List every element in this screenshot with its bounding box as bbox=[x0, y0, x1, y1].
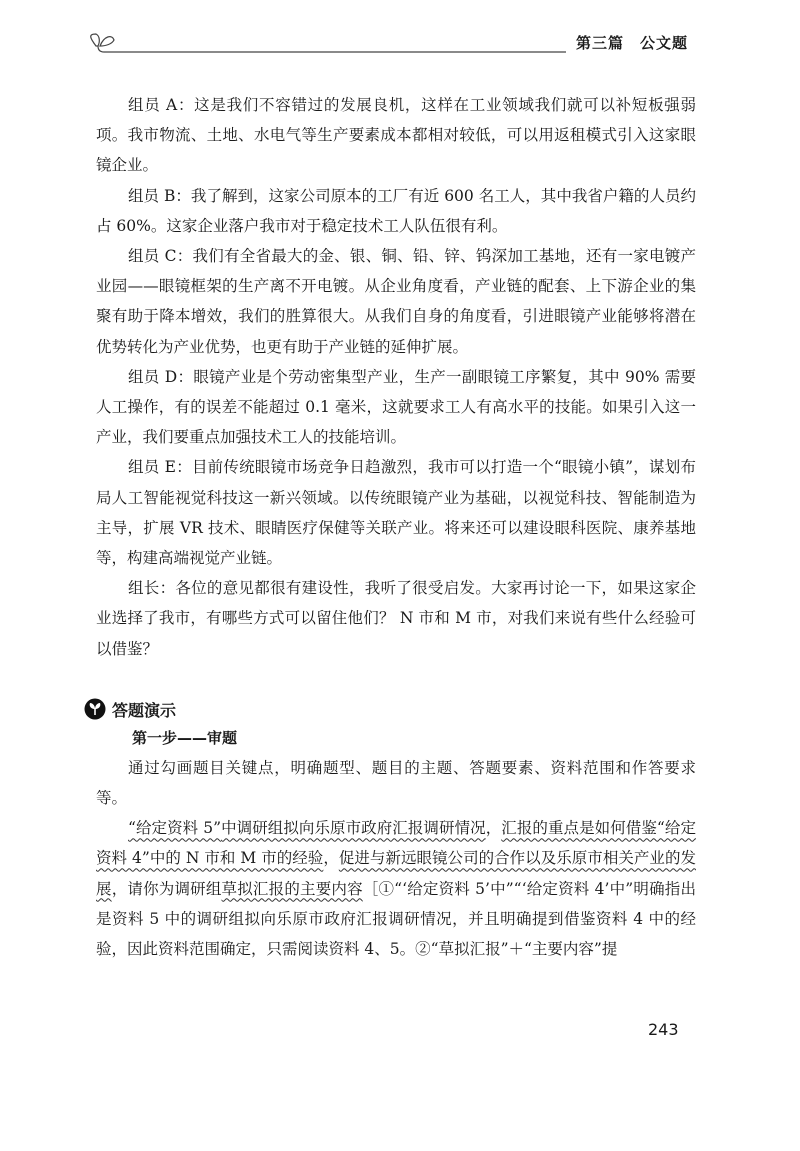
underlined-phrase: 促进与新远眼镜公司的合作以及乐原市相关产业的发展 bbox=[96, 849, 696, 898]
chapter-title: 第三篇 公文题 bbox=[568, 32, 688, 53]
step-heading: 第一步——审题 bbox=[132, 728, 238, 747]
section-heading bbox=[84, 698, 696, 721]
underlined-phrase: 中调研组拟向乐原市政府汇报调研情况 bbox=[221, 819, 486, 838]
paragraph-member-d: 组员 D：眼镜产业是个劳动密集型产业，生产一副眼镜工序繁复，其中 90% 需要人工操作，有的误差不能超过 0.1 毫米，这就要求工人有高水平的技能。如果引入这一产业，我们要重点加强技术工人的技能培训。 bbox=[96, 367, 696, 447]
analysis-text: ， bbox=[323, 849, 339, 868]
page-header bbox=[86, 28, 694, 58]
paragraph-member-e: 组员 E：目前传统眼镜市场竞争日趋激烈，我市可以打造一个“眼镜小镇”，谋划布局人工智能视觉科技这一新兴领域。以传统眼镜产业为基础，以视觉科技、智能制造为主导，扩展 VR 技术、眼睛医疗保健等关联产业。将来还可以建设眼科医院、康养基地等，构建高端视觉产业链。 bbox=[96, 458, 696, 568]
analysis-text: ，请你为调研组 bbox=[111, 879, 222, 898]
paragraph-leader: 组长：各位的意见都很有建设性，我听了很受启发。大家再讨论一下，如果这家企业选择了我市，有哪些方式可以留住他们？ N 市和 M 市，对我们来说有些什么经验可以借鉴？ bbox=[96, 579, 696, 658]
paragraph-intro: 通过勾画题目关键点，明确题型、题目的主题、答题要素、资料范围和作答要求等。 bbox=[96, 758, 696, 808]
paragraph-member-b: 组员 B：我了解到，这家公司原本的工厂有近 600 名工人，其中我省户籍的人员约占 60%。这家企业落户我市对于稳定技术工人队伍很有利。 bbox=[96, 186, 696, 235]
analysis-text: ［①“‘给定资料 5’中”“‘给定资料 4’中”明确指出是资料 5 中的调研组拟向乐原市政府汇报调研情况，并且明确提到借鉴资料 4 中的经验，因此资料范围确定，只需阅读资料 4、5。②“草拟汇报”＋“主要内容”提 bbox=[96, 879, 696, 959]
underlined-phrase: “给定资料 5” bbox=[128, 819, 222, 838]
underlined-phrase: 草拟汇报的主要内容 bbox=[221, 879, 363, 898]
underlined-phrase: 汇报的重点是如何借鉴“给定资料 4”中的 N 市和 M 市的经验 bbox=[96, 819, 696, 868]
paragraph-analysis bbox=[96, 813, 696, 964]
paragraph-member-a: 组员 A：这是我们不容错过的发展良机，这样在工业领域我们就可以补短板强弱项。我市物流、土地、水电气等生产要素成本都相对较低，可以用返租模式引入这家眼镜企业。 bbox=[96, 96, 696, 175]
page-number: 243 bbox=[648, 1020, 679, 1039]
analysis-text: ， bbox=[485, 819, 502, 838]
paragraph-member-c: 组员 C：我们有全省最大的金、银、铜、铅、锌、钨深加工基地，还有一家电镀产业园——眼镜框架的生产离不开电镀。从企业角度看，产业链的配套、上下游企业的集聚有助于降本增效，我们的胜算很大。从我们自身的角度看，引进眼镜产业能够将潜在优势转化为产业优势，也更有助于产业链的延伸扩展。 bbox=[96, 247, 696, 356]
section-title: 答题演示 bbox=[112, 700, 177, 720]
page-body bbox=[96, 90, 696, 964]
sprout-badge-icon bbox=[84, 698, 106, 720]
